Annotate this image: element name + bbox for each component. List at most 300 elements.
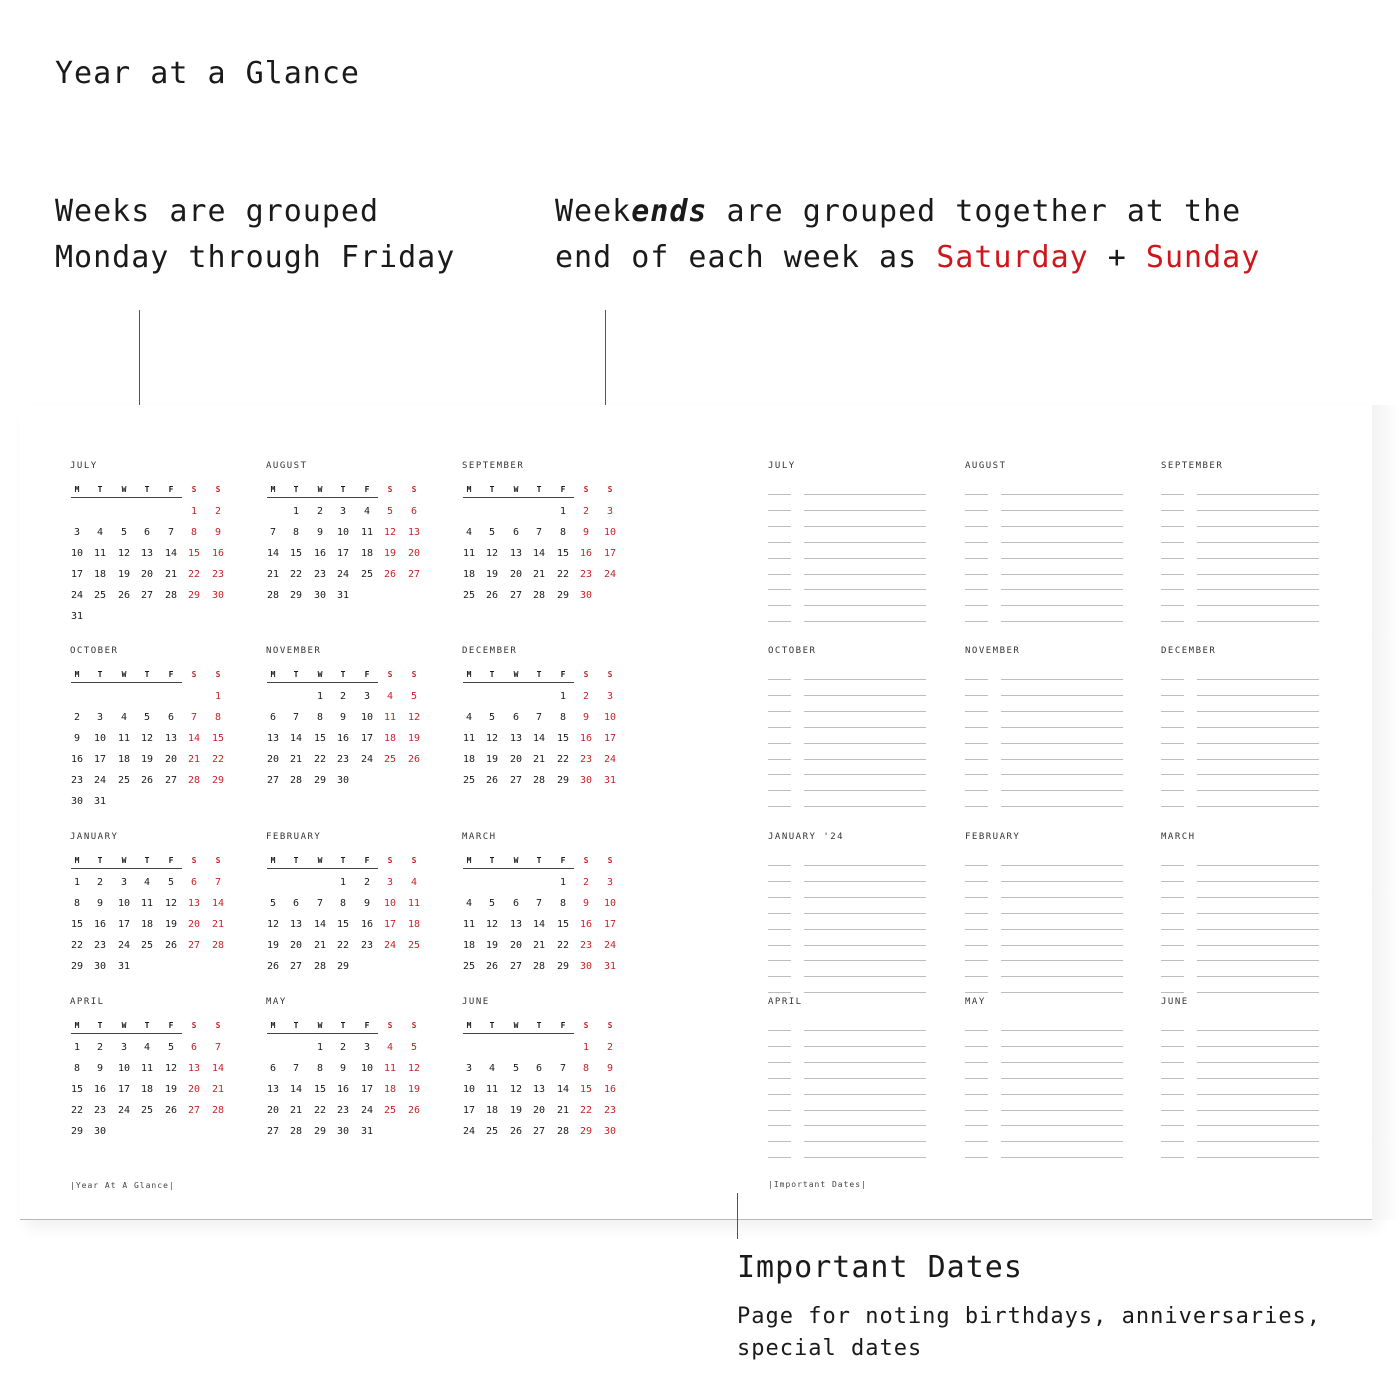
weekday-header: W [513, 856, 519, 865]
calendar-day: 31 [117, 961, 131, 972]
calendar-day: 21 [289, 1105, 303, 1116]
weekday-header: M [466, 670, 472, 679]
note-line-long [804, 865, 926, 866]
note-line-long [804, 790, 926, 791]
calendar-day: 28 [556, 1126, 570, 1137]
date-line-short [1161, 913, 1184, 914]
calendar-day: 17 [360, 1084, 374, 1095]
date-line-short [768, 1030, 791, 1031]
weekday-header: S [411, 670, 417, 679]
date-line-short [1161, 881, 1184, 882]
calendar-day: 5 [143, 712, 151, 723]
calendar-day: 5 [386, 506, 394, 517]
weekday-header: T [144, 670, 150, 679]
calendar-day: 2 [96, 1042, 104, 1053]
calendar-day: 22 [211, 754, 225, 765]
date-line-short [1161, 589, 1184, 590]
calendar-day: 21 [211, 1084, 225, 1095]
sunday-label: Sunday [1145, 240, 1261, 275]
calendar-day: 12 [407, 712, 421, 723]
calendar-day: 20 [187, 919, 201, 930]
calendar-day: 14 [532, 548, 546, 559]
calendar-day: 27 [266, 775, 280, 786]
important-month-label: MAY [965, 997, 986, 1007]
calendar-day: 2 [316, 506, 324, 517]
calendar-day: 2 [582, 877, 590, 888]
note-line-long [1197, 494, 1319, 495]
calendar-day: 23 [336, 754, 350, 765]
calendar-day: 31 [360, 1126, 374, 1137]
note-line-long [1001, 913, 1123, 914]
calendar-day: 28 [211, 1105, 225, 1116]
calendar-day: 28 [289, 1126, 303, 1137]
weekday-header: F [168, 856, 174, 865]
weekday-header: M [270, 670, 276, 679]
weekday-header: F [364, 856, 370, 865]
weekday-header: T [340, 1021, 346, 1030]
calendar-day: 8 [73, 898, 81, 909]
calendar-day: 25 [383, 754, 397, 765]
calendar-day: 29 [70, 961, 84, 972]
calendar-day: 9 [214, 527, 222, 538]
note-line-long [1001, 865, 1123, 866]
calendar-day: 14 [532, 733, 546, 744]
date-line-short [768, 897, 791, 898]
calendar-day: 26 [266, 961, 280, 972]
note-line-long [1197, 774, 1319, 775]
date-line-short [768, 865, 791, 866]
date-line-short [768, 526, 791, 527]
note-line-long [804, 960, 926, 961]
date-line-short [965, 727, 988, 728]
weekday-header: T [489, 856, 495, 865]
note-line-long [1001, 743, 1123, 744]
weekday-header: F [364, 1021, 370, 1030]
calendar-day: 8 [316, 1063, 324, 1074]
weekday-header: M [74, 670, 80, 679]
calendar-day: 27 [407, 569, 421, 580]
date-line-short [768, 929, 791, 930]
calendar-day: 13 [266, 1084, 280, 1095]
date-line-short [768, 1094, 791, 1095]
calendar-day: 5 [269, 898, 277, 909]
weekday-header: W [121, 485, 127, 494]
page-title: Year at a Glance [55, 56, 360, 91]
calendar-day: 15 [336, 919, 350, 930]
calendar-day: 16 [70, 754, 84, 765]
note-line-long [804, 510, 926, 511]
calendar-day: 14 [211, 1063, 225, 1074]
calendar-day: 31 [603, 775, 617, 786]
date-line-short [965, 494, 988, 495]
weekday-header: M [74, 1021, 80, 1030]
calendar-day: 26 [383, 569, 397, 580]
calendar-day: 3 [120, 1042, 128, 1053]
weekday-header: T [97, 856, 103, 865]
note-line-long [1197, 897, 1319, 898]
date-line-short [965, 574, 988, 575]
calendar-day: 22 [556, 569, 570, 580]
calendar-day: 21 [187, 754, 201, 765]
note-line-long [804, 976, 926, 977]
note-line-long [1197, 711, 1319, 712]
weekday-header: T [340, 485, 346, 494]
calendar-day: 24 [603, 754, 617, 765]
weekday-header: S [607, 485, 613, 494]
calendar-day: 19 [164, 1084, 178, 1095]
date-line-short [1161, 1141, 1184, 1142]
calendar-day: 10 [70, 548, 84, 559]
weekday-header: S [583, 1021, 589, 1030]
note-line-long [1001, 711, 1123, 712]
calendar-day: 25 [462, 961, 476, 972]
date-line-short [1161, 711, 1184, 712]
note-line-long [1197, 1062, 1319, 1063]
calendar-day: 20 [407, 548, 421, 559]
calendar-day: 29 [556, 775, 570, 786]
calendar-day: 8 [339, 898, 347, 909]
weekday-header: S [215, 670, 221, 679]
calendar-day: 24 [336, 569, 350, 580]
note-line-long [1197, 1030, 1319, 1031]
calendar-day: 27 [532, 1126, 546, 1137]
calendar-day: 16 [579, 548, 593, 559]
calendar-day: 15 [70, 1084, 84, 1095]
date-line-short [1161, 1062, 1184, 1063]
calendar-day: 27 [187, 940, 201, 951]
date-line-short [965, 790, 988, 791]
weekend-line2-pre: end of each week as [555, 240, 937, 275]
calendar-day: 25 [462, 590, 476, 601]
weekday-header: W [121, 856, 127, 865]
calendar-day: 11 [140, 898, 154, 909]
calendar-day: 3 [120, 877, 128, 888]
date-line-short [965, 774, 988, 775]
date-line-short [1161, 992, 1184, 993]
note-line-long [1001, 695, 1123, 696]
calendar-day: 6 [190, 1042, 198, 1053]
calendar-day: 5 [488, 527, 496, 538]
calendar-day: 14 [532, 919, 546, 930]
date-line-short [965, 992, 988, 993]
note-line-long [804, 605, 926, 606]
note-line-long [804, 881, 926, 882]
note-line-long [1197, 1046, 1319, 1047]
calendar-day: 21 [266, 569, 280, 580]
note-line-long [804, 574, 926, 575]
note-line-long [804, 621, 926, 622]
calendar-day: 6 [167, 712, 175, 723]
calendar-day: 10 [603, 712, 617, 723]
calendar-day: 11 [462, 733, 476, 744]
weekday-header: T [97, 670, 103, 679]
calendar-day: 5 [512, 1063, 520, 1074]
calendar-day: 19 [383, 548, 397, 559]
weekday-header: T [144, 485, 150, 494]
date-line-short [1161, 945, 1184, 946]
calendar-day: 2 [363, 877, 371, 888]
note-line-long [1001, 1046, 1123, 1047]
calendar-day: 8 [559, 712, 567, 723]
calendar-day: 13 [266, 733, 280, 744]
calendar-day: 7 [535, 712, 543, 723]
calendar-day: 20 [164, 754, 178, 765]
date-line-short [768, 589, 791, 590]
calendar-day: 29 [211, 775, 225, 786]
date-line-short [768, 913, 791, 914]
date-line-short [1161, 494, 1184, 495]
date-line-short [965, 976, 988, 977]
date-line-short [768, 881, 791, 882]
calendar-day: 5 [410, 691, 418, 702]
calendar-day: 12 [164, 898, 178, 909]
note-line-long [1197, 589, 1319, 590]
calendar-day: 23 [579, 754, 593, 765]
calendar-day: 27 [187, 1105, 201, 1116]
weekday-header: M [74, 485, 80, 494]
note-line-long [804, 494, 926, 495]
calendar-day: 19 [509, 1105, 523, 1116]
calendar-day: 28 [532, 775, 546, 786]
date-line-short [768, 1046, 791, 1047]
note-line-long [1197, 1141, 1319, 1142]
weekday-header: T [144, 1021, 150, 1030]
date-line-short [768, 494, 791, 495]
note-line-long [804, 711, 926, 712]
calendar-day: 13 [532, 1084, 546, 1095]
calendar-day: 18 [117, 754, 131, 765]
calendar-day: 5 [488, 712, 496, 723]
weekday-header: F [168, 485, 174, 494]
weekday-header: S [607, 670, 613, 679]
date-line-short [965, 1157, 988, 1158]
calendar-day: 3 [363, 1042, 371, 1053]
note-line-long [1197, 945, 1319, 946]
calendar-day: 26 [164, 1105, 178, 1116]
note-line-long [1197, 790, 1319, 791]
date-line-short [768, 759, 791, 760]
calendar-day: 17 [117, 919, 131, 930]
calendar-day: 29 [336, 961, 350, 972]
calendar-day: 25 [407, 940, 421, 951]
calendar-day: 30 [579, 775, 593, 786]
weekday-header: M [466, 485, 472, 494]
calendar-day: 20 [509, 754, 523, 765]
weekday-header: W [513, 485, 519, 494]
date-line-short [768, 621, 791, 622]
calendar-day: 3 [465, 1063, 473, 1074]
calendar-day: 6 [512, 712, 520, 723]
note-line-long [804, 929, 926, 930]
weekday-header: T [293, 485, 299, 494]
date-line-short [965, 711, 988, 712]
calendar-day: 16 [211, 548, 225, 559]
weekday-header: F [560, 1021, 566, 1030]
note-line-long [1197, 621, 1319, 622]
note-line-long [1001, 1125, 1123, 1126]
calendar-day: 1 [73, 877, 81, 888]
note-line-long [1197, 558, 1319, 559]
calendar-day: 26 [117, 590, 131, 601]
date-line-short [965, 1141, 988, 1142]
calendar-day: 19 [407, 1084, 421, 1095]
weekday-header: F [364, 670, 370, 679]
calendar-day: 7 [535, 898, 543, 909]
date-line-short [1161, 806, 1184, 807]
calendar-day: 21 [532, 754, 546, 765]
calendar-day: 12 [509, 1084, 523, 1095]
calendar-day: 5 [167, 877, 175, 888]
calendar-day: 24 [93, 775, 107, 786]
calendar-day: 27 [164, 775, 178, 786]
weekday-header: S [583, 485, 589, 494]
calendar-day: 7 [214, 1042, 222, 1053]
annotation-weeks-line2: Monday through Friday [55, 240, 456, 275]
calendar-day: 1 [316, 1042, 324, 1053]
date-line-short [965, 589, 988, 590]
calendar-day: 16 [313, 548, 327, 559]
weekday-header: T [293, 670, 299, 679]
weekday-header: T [97, 485, 103, 494]
calendar-day: 3 [363, 691, 371, 702]
calendar-day: 1 [316, 691, 324, 702]
date-line-short [768, 960, 791, 961]
calendar-day: 30 [579, 590, 593, 601]
date-line-short [768, 774, 791, 775]
calendar-day: 9 [339, 1063, 347, 1074]
calendar-day: 13 [140, 548, 154, 559]
important-dates-title: Important Dates [737, 1250, 1023, 1285]
calendar-day: 3 [339, 506, 347, 517]
calendar-day: 12 [164, 1063, 178, 1074]
note-line-long [1001, 992, 1123, 993]
calendar-day: 23 [93, 1105, 107, 1116]
note-line-long [804, 695, 926, 696]
date-line-short [1161, 1046, 1184, 1047]
calendar-day: 15 [313, 1084, 327, 1095]
weekday-header: S [387, 856, 393, 865]
date-line-short [1161, 1094, 1184, 1095]
calendar-day: 11 [93, 548, 107, 559]
calendar-day: 24 [117, 940, 131, 951]
calendar-day: 29 [556, 590, 570, 601]
note-line-long [1197, 743, 1319, 744]
weekday-header: S [215, 485, 221, 494]
calendar-day: 18 [485, 1105, 499, 1116]
date-line-short [768, 945, 791, 946]
calendar-day: 6 [535, 1063, 543, 1074]
calendar-day: 11 [360, 527, 374, 538]
note-line-long [1197, 574, 1319, 575]
weekday-header: S [607, 856, 613, 865]
calendar-day: 18 [140, 919, 154, 930]
note-line-long [1001, 960, 1123, 961]
calendar-day: 30 [603, 1126, 617, 1137]
date-line-short [768, 542, 791, 543]
note-line-long [804, 945, 926, 946]
note-line-long [1197, 1110, 1319, 1111]
calendar-day: 21 [532, 940, 546, 951]
date-line-short [965, 1125, 988, 1126]
note-line-long [1001, 558, 1123, 559]
calendar-day: 9 [363, 898, 371, 909]
weekday-header: W [317, 856, 323, 865]
date-line-short [965, 679, 988, 680]
calendar-day: 30 [93, 961, 107, 972]
note-line-long [1001, 1030, 1123, 1031]
important-pointer-line [737, 1193, 738, 1239]
calendar-day: 22 [70, 1105, 84, 1116]
note-line-long [1001, 542, 1123, 543]
note-line-long [1197, 1157, 1319, 1158]
calendar-day: 1 [73, 1042, 81, 1053]
calendar-day: 14 [313, 919, 327, 930]
calendar-month-label: APRIL [70, 997, 105, 1007]
date-line-short [965, 897, 988, 898]
date-line-short [768, 727, 791, 728]
calendar-day: 18 [407, 919, 421, 930]
note-line-long [1001, 806, 1123, 807]
date-line-short [965, 881, 988, 882]
note-line-long [804, 897, 926, 898]
calendar-day: 17 [603, 733, 617, 744]
calendar-day: 13 [509, 548, 523, 559]
note-line-long [1197, 542, 1319, 543]
calendar-month-label: FEBRUARY [266, 832, 322, 842]
weekday-header: F [560, 856, 566, 865]
calendar-day: 25 [462, 775, 476, 786]
note-line-long [1001, 589, 1123, 590]
calendar-day: 3 [73, 527, 81, 538]
weekday-header: S [387, 485, 393, 494]
calendar-day: 9 [316, 527, 324, 538]
important-month-label: MARCH [1161, 832, 1196, 842]
weekday-header: T [536, 670, 542, 679]
weekday-header: S [191, 1021, 197, 1030]
date-line-short [965, 960, 988, 961]
important-month-label: OCTOBER [768, 646, 817, 656]
note-line-long [1001, 881, 1123, 882]
note-line-long [804, 759, 926, 760]
date-line-short [768, 711, 791, 712]
calendar-day: 30 [313, 590, 327, 601]
date-line-short [965, 1110, 988, 1111]
calendar-day: 4 [465, 712, 473, 723]
note-line-long [1197, 1094, 1319, 1095]
calendar-day: 18 [93, 569, 107, 580]
weekday-header: T [536, 856, 542, 865]
calendar-day: 26 [407, 754, 421, 765]
note-line-long [804, 913, 926, 914]
calendar-day: 18 [140, 1084, 154, 1095]
calendar-day: 10 [603, 527, 617, 538]
weekday-header: M [74, 856, 80, 865]
calendar-day: 12 [140, 733, 154, 744]
calendar-day: 11 [485, 1084, 499, 1095]
date-line-short [965, 1062, 988, 1063]
calendar-day: 16 [93, 919, 107, 930]
weekday-header: F [168, 1021, 174, 1030]
calendar-day: 1 [559, 506, 567, 517]
note-line-long [1001, 510, 1123, 511]
calendar-day: 15 [556, 548, 570, 559]
calendar-day: 24 [603, 940, 617, 951]
weekday-header: T [536, 485, 542, 494]
calendar-day: 4 [96, 527, 104, 538]
calendar-day: 24 [117, 1105, 131, 1116]
note-line-long [804, 1157, 926, 1158]
calendar-day: 28 [289, 775, 303, 786]
